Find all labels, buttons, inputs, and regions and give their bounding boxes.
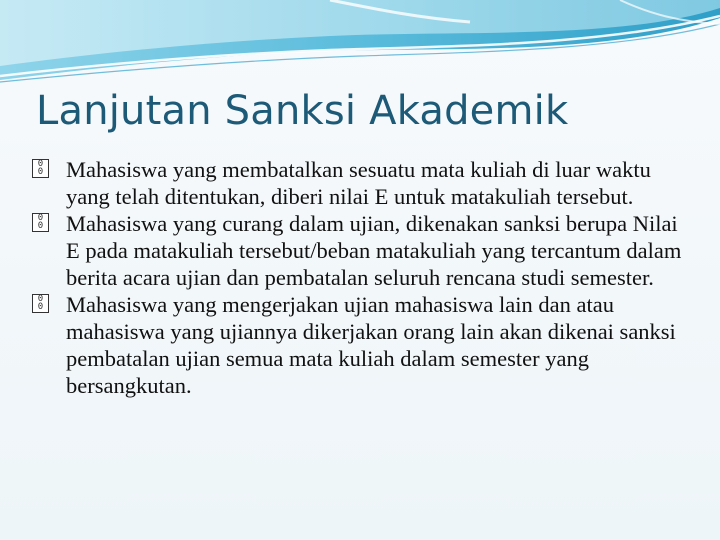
header-wave-decoration: [0, 0, 720, 90]
missing-glyph-icon: 0 0: [32, 159, 49, 178]
missing-glyph-icon: 0 0: [32, 294, 49, 313]
bullet-text: Mahasiswa yang membatalkan sesuatu mata kuliah di luar waktu yang telah ditentukan, diberi nilai E untuk matakuliah tersebut.: [66, 157, 651, 209]
missing-glyph-icon: 0 0: [32, 213, 49, 232]
bullet-item: [32, 210, 692, 291]
bullet-text: Mahasiswa yang mengerjakan ujian mahasiswa lain dan atau mahasiswa yang ujiannya dikerjakan orang lain akan dikenai sanksi pembatalan ujian semua mata kuliah dalam semester yang bersangkutan.: [66, 292, 676, 398]
slide-title: Lanjutan Sanksi Akademik: [36, 88, 569, 134]
bullet-text: Mahasiswa yang curang dalam ujian, dikenakan sanksi berupa Nilai E pada matakuliah tersebut/beban matakuliah yang tercantum dalam berita acara ujian dan pembatalan seluruh rencana studi semester.: [66, 211, 682, 290]
bullet-item: [32, 291, 692, 399]
bullet-list: [32, 156, 692, 399]
bullet-item: [32, 156, 692, 210]
